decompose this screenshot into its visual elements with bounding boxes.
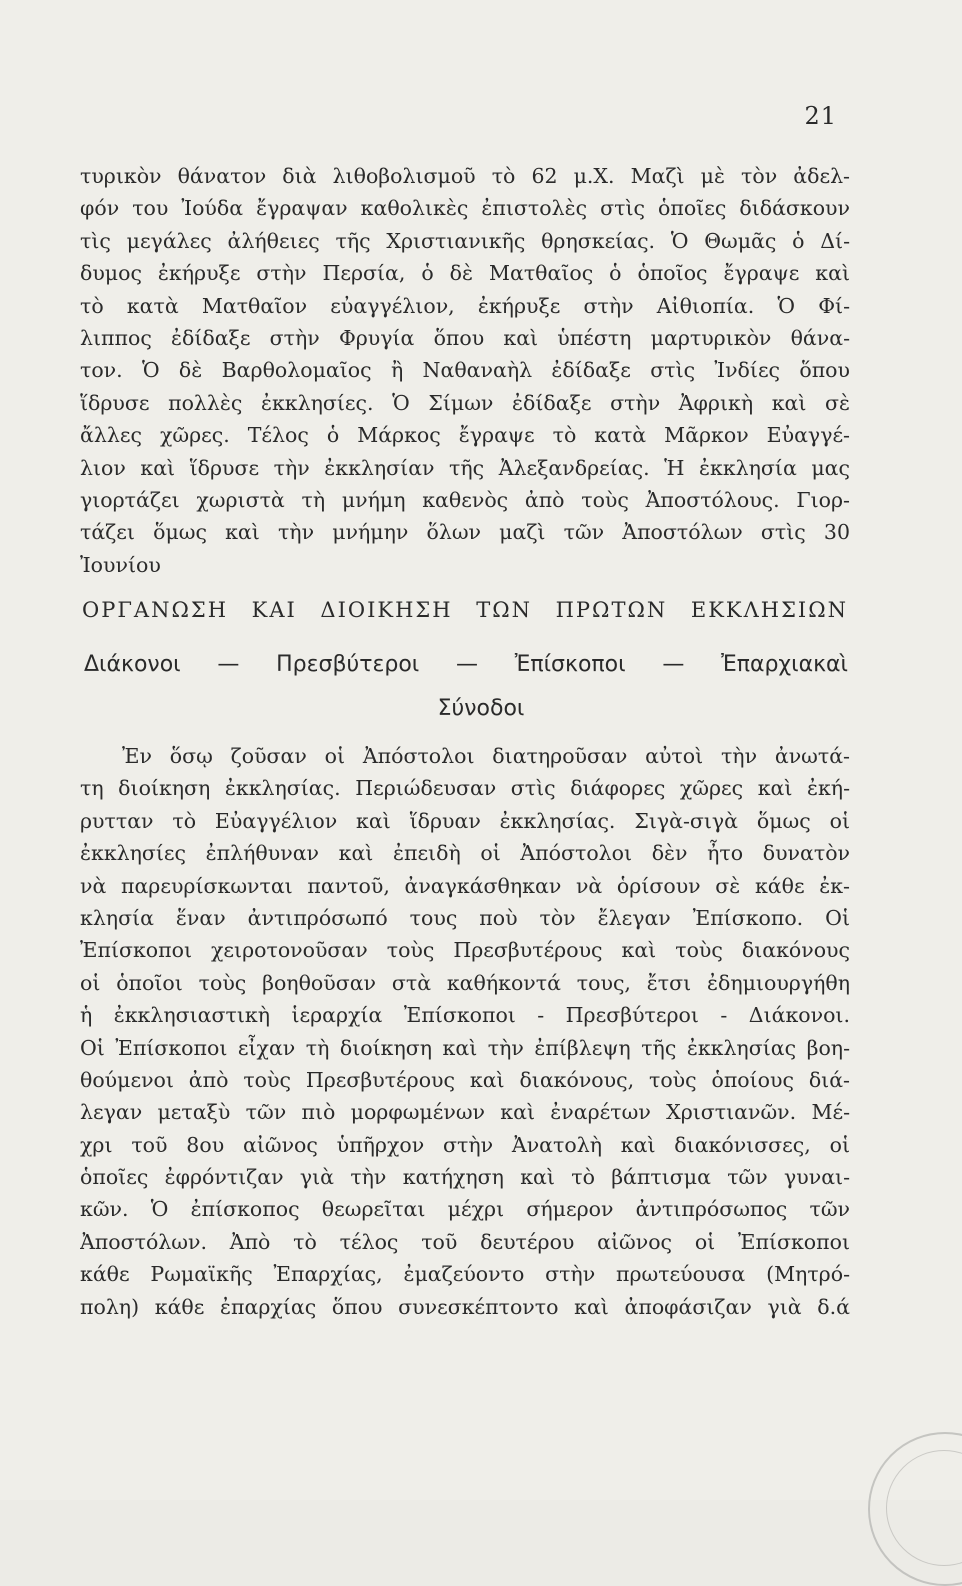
section-subheading-continued: Σύνοδοι <box>437 696 525 721</box>
text-line: ἵδρυσε πολλὲς ἐκκλησίες. Ὁ Σίμων ἐδίδαξε στὴν Ἀφρικὴ καὶ σὲ <box>80 390 850 415</box>
text-line: τὸ κατὰ Ματθαῖον εὐαγγέλιον, ἐκήρυξε στὴν Αἰθιοπία. Ὁ Φί- <box>80 293 850 318</box>
text-line: νὰ παρευρίσκωνται παντοῦ, ἀναγκάσθηκαν νὰ ὁρίσουν σὲ κάθε ἐκ- <box>80 873 850 898</box>
text-line: δυμος ἐκήρυξε στὴν Περσία, ὁ δὲ Ματθαῖος ὁ ὁποῖος ἔγραψε καὶ <box>80 261 850 286</box>
text-line: Ἰουνίου <box>80 552 161 577</box>
text-line: γιορτάζει χωριστὰ τὴ μνήμη καθενὸς ἀπὸ τοὺς Ἀποστόλους. Γιορ- <box>80 487 850 512</box>
text-line: τάζει ὅμως καὶ τὴν μνήμην ὅλων μαζὶ τῶν Ἀποστόλων στὶς 30 <box>80 520 850 545</box>
text-line: ὁποῖες ἐφρόντιζαν γιὰ τὴν κατήχηση καὶ τὸ βάπτισμα τῶν γυναι- <box>80 1165 850 1190</box>
text-line: ἄλλες χῶρες. Τέλος ὁ Μάρκος ἔγραψε τὸ κατὰ Μᾶρκον Εὐαγγέ- <box>80 423 850 448</box>
text-line: Ἀποστόλων. Ἀπὸ τὸ τέλος τοῦ δευτέρου αἰῶνος οἱ Ἐπίσκοποι <box>80 1229 850 1254</box>
text-line: τὶς μεγάλες ἀλήθειες τῆς Χριστιανικῆς θρησκείας. Ὁ Θωμᾶς ὁ Δί- <box>80 228 850 253</box>
text-line: ἡ ἐκκλησιαστικὴ ἱεραρχία Ἐπίσκοποι - Πρεσβύτεροι - Διάκονοι. <box>80 1003 850 1028</box>
text-line: τυρικὸν θάνατον διὰ λιθοβολισμοῦ τὸ 62 μ.Χ. Μαζὶ μὲ τὸν ἀδελ- <box>80 164 850 188</box>
section-heading: ΟΡΓΑΝΩΣΗ ΚΑΙ ΔΙΟΙΚΗΣΗ ΤΩΝ ΠΡΩΤΩΝ ΕΚΚΛΗΣΙΩΝ <box>82 598 848 622</box>
text-line: φόν του Ἰούδα ἔγραψαν καθολικὲς ἐπιστολὲς στὶς ὁποῖες διδάσκουν <box>80 196 850 221</box>
text-line: κάθε Ρωμαϊκῆς Ἐπαρχίας, ἐμαζεύοντο στὴν πρωτεύουσα (Μητρό- <box>80 1262 850 1287</box>
text-line: λιππος ἐδίδαξε στὴν Φρυγία ὅπου καὶ ὑπέστη μαρτυρικὸν θάνα- <box>80 325 850 350</box>
text-line: κλησία ἕναν ἀντιπρόσωπό τους ποὺ τὸν ἔλεγαν Ἐπίσκοπο. Οἱ <box>80 905 850 930</box>
text-line: τον. Ὁ δὲ Βαρθολομαῖος ἢ Ναθαναὴλ ἐδίδαξε στὶς Ἰνδίες ὅπου <box>80 358 850 383</box>
text-line: λιον καὶ ἵδρυσε τὴν ἐκκλησίαν τῆς Ἀλεξανδρείας. Ἡ ἐκκλησία μας <box>80 455 850 480</box>
text-line: Ἐν ὅσῳ ζοῦσαν οἱ Ἀπόστολοι διατηροῦσαν αὐτοὶ τὴν ἀνωτά- <box>122 744 850 768</box>
paragraph-church-organization <box>80 740 850 1323</box>
section-subheading: Διάκονοι — Πρεσβύτεροι — Ἐπίσκοποι — Ἐπαρχιακαὶ <box>84 652 848 677</box>
text-line: λεγαν μεταξὺ τῶν πιὸ μορφωμένων καὶ ἐναρέτων Χριστιανῶν. Μέ- <box>80 1100 850 1125</box>
text-line: πολη) κάθε ἐπαρχίας ὅπου συνεσκέπτοντο καὶ ἀποφάσιζαν γιὰ δ.ά <box>80 1294 850 1319</box>
text-line: κῶν. Ὁ ἐπίσκοπος θεωρεῖται μέχρι σήμερον ἀντιπρόσωπος τῶν <box>80 1197 850 1222</box>
text-line: ἐκκλησίες ἐπλήθυναν καὶ ἐπειδὴ οἱ Ἀπόστολοι δὲν ἦτο δυνατὸν <box>80 841 850 866</box>
text-line: χρι τοῦ 8ου αἰῶνος ὑπῆρχον στὴν Ἀνατολὴ καὶ διακόνισσες, οἱ <box>80 1132 850 1157</box>
paragraph-apostles-continued <box>80 160 850 581</box>
text-line: Οἱ Ἐπίσκοποι εἶχαν τὴ διοίκηση καὶ τὴν ἐπίβλεψη τῆς ἐκκλησίας βοη- <box>80 1035 850 1060</box>
page-number: 21 <box>804 102 837 130</box>
text-line: οἱ ὁποῖοι τοὺς βοηθοῦσαν στὰ καθήκοντά τους, ἔτσι ἐδημιουργήθη <box>80 970 850 995</box>
library-stamp <box>868 1432 962 1586</box>
text-line: Ἐπίσκοποι χειροτονοῦσαν τοὺς Πρεσβυτέρους καὶ τοὺς διακόνους <box>80 938 850 963</box>
text-line: τη διοίκηση ἐκκλησίας. Περιώδευσαν στὶς διάφορες χῶρες καὶ ἐκή- <box>80 776 850 801</box>
text-line: ρυτταν τὸ Εὐαγγέλιον καὶ ἵδρυαν ἐκκλησίας. Σιγὰ-σιγὰ ὅμως οἱ <box>80 808 850 833</box>
text-line: θούμενοι ἀπὸ τοὺς Πρεσβυτέρους καὶ διακόνους, τοὺς ὁποίους διά- <box>80 1067 850 1092</box>
